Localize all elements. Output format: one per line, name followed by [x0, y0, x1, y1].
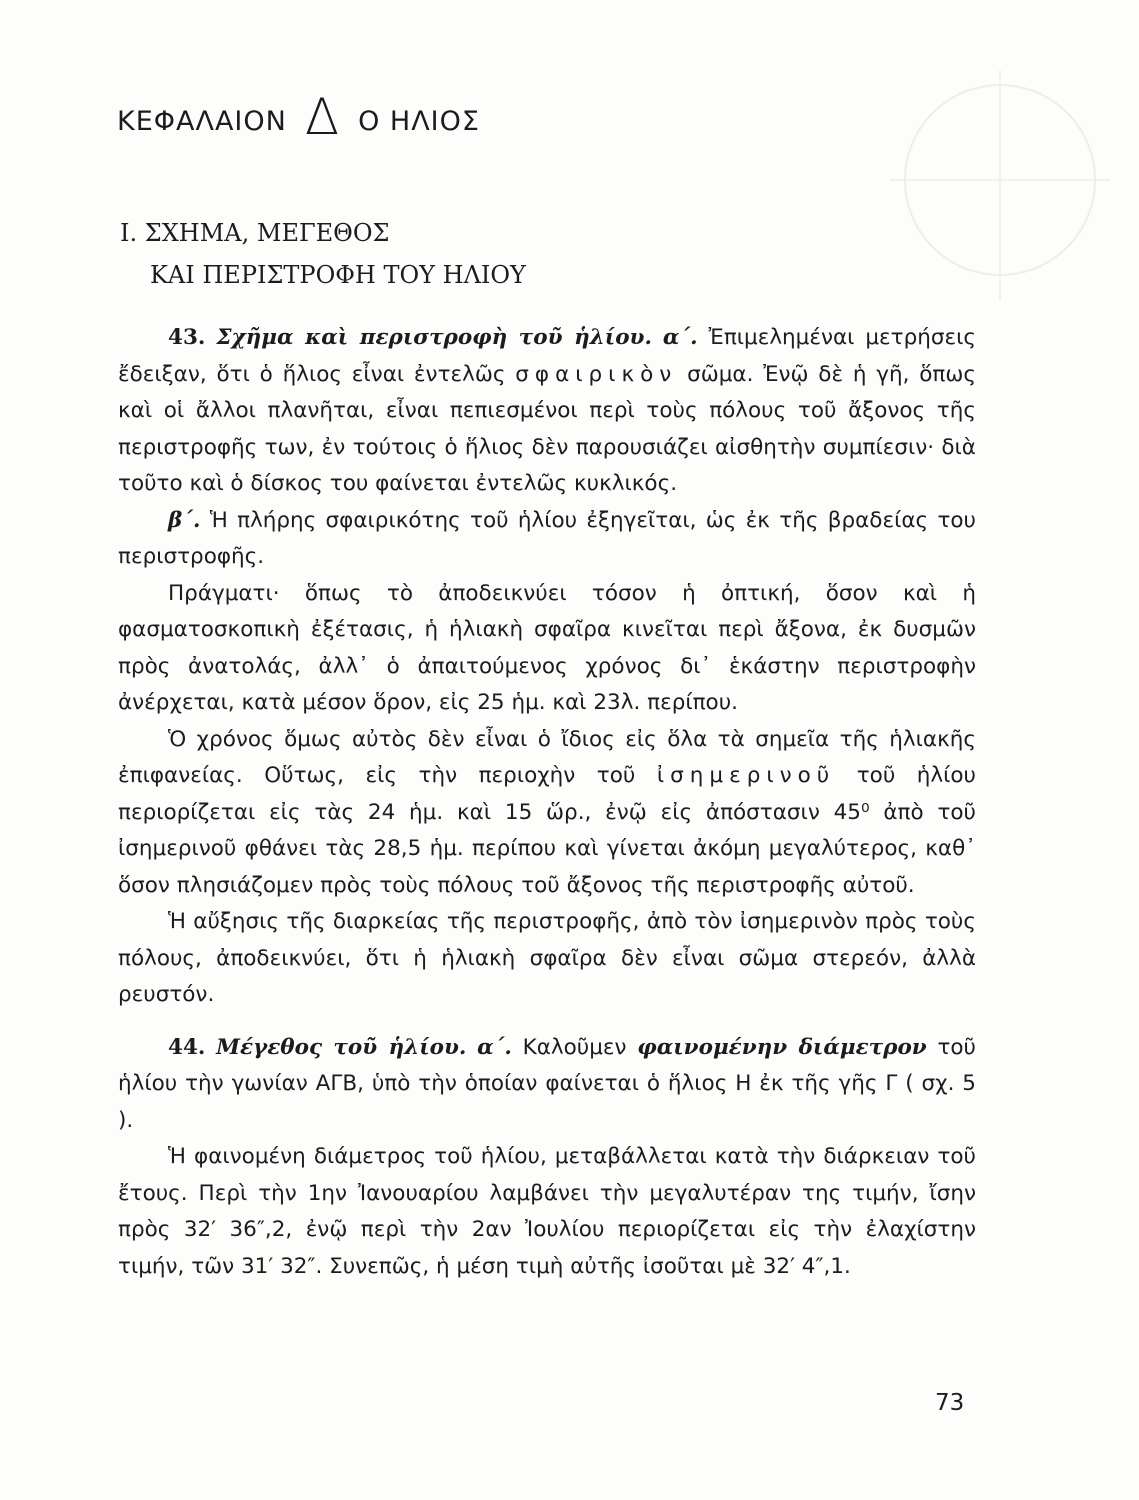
- s43-p1-end: σῶμα. Ἐνῷ δὲ ἡ γῆ, ὅπως καὶ οἱ ἄλλοι πλανῆται, εἶναι πεπιεσμένοι περὶ τοὺς πόλους τοῦ ἄξονος τῆς περιστροφῆς των, ἐν τούτοις ὁ ἥλιος δὲν παρουσιάζει αἰσθητὴν συμπίεσιν· διὰ τοῦτο καὶ ὁ δίσκος του φαίνεται ἐντελῶς κυκλικός.: [118, 361, 976, 496]
- s44-paragraph-2: Ἡ φαινομένη διάμετρος τοῦ ἡλίου, μεταβάλλεται κατὰ τὴν διάρκειαν τοῦ ἔτους. Περὶ τὴν 1ην Ἰανουαρίου λαμβάνει τὴν μεγαλυτέραν της τιμήν, ἴσην πρὸς 32′ 36″,2, ἐνῷ περὶ τὴν 2αν Ἰουλίου περιορίζεται εἰς τὴν ἐλαχίστην τιμήν, τῶν 31′ 32″. Συνεπῶς, ἡ μέση τιμὴ αὐτῆς ἰσοῦται μὲ 32′ 4″,1.: [118, 1144, 976, 1279]
- s43-b-label: β΄.: [168, 507, 201, 533]
- s43-paragraph-3: Πράγματι· ὅπως τὸ ἀποδεικνύει τόσον ἡ ὀπτική, ὅσον καὶ ἡ φασματοσκοπικὴ ἐξέτασις, ἡ ἡλιακὴ σφαῖρα κινεῖται περὶ ἄξονα, ἐκ δυσμῶν πρὸς ἀνατολάς, ἀλλ᾽ ὁ ἀπαιτούμενος χρόνος δι᾽ ἑκάστην περιστροφὴν ἀνέρχεται, κατὰ μέσον ὅρον, εἰς 25 ἡμ. καὶ 23λ. περίπου.: [118, 580, 976, 715]
- section-heading-line1: Ι. ΣΧΗΜΑ, ΜΕΓΕΘΟΣ: [120, 219, 390, 247]
- s43-paragraph-4: [118, 722, 976, 905]
- s43-a-label: α΄.: [662, 325, 698, 350]
- s44-number: 44.: [168, 1034, 206, 1060]
- chapter-letter: Δ: [304, 88, 341, 146]
- s43-paragraph-5: Ἡ αὔξησις τῆς διαρκείας τῆς περιστροφῆς, ἀπὸ τὸν ἰσημερινὸν πρὸς τοὺς πόλους, ἀποδεικνύει, ὅτι ἡ ἡλιακὴ σφαῖρα δὲν εἶναι σῶμα στερεόν, ἀλλὰ ρευστόν.: [118, 909, 976, 1007]
- s44-paragraph-1: [118, 1030, 976, 1140]
- s43-paragraph-2: [118, 503, 976, 576]
- s43-p4-start: Ὁ χρόνος ὅμως αὐτὸς δὲν εἶναι ὁ ἴδιος εἰς ὅλα τὰ σημεῖα τῆς ἡλιακῆς ἐπιφανείας. Οὕτως, εἰς τὴν περιοχὴν τοῦ: [118, 726, 976, 788]
- s43-p2: Ἡ πλήρης σφαιρικότης τοῦ ἡλίου ἐξηγεῖται, ὡς ἐκ τῆς βραδείας του περιστροφῆς.: [118, 507, 976, 569]
- s44-p1-start: Καλοῦμεν: [522, 1034, 627, 1060]
- s43-p4-spaced: ἰσημερινοῦ: [656, 763, 836, 788]
- chapter-label: ΚΕΦΑΛΑΙΟΝ: [117, 106, 287, 137]
- s44-a-label: α΄.: [477, 1034, 512, 1060]
- chapter-title: Ο ΗΛΙΟΣ: [358, 106, 480, 137]
- s43-heading: Σχῆμα καὶ περιστροφὴ τοῦ ἡλίου.: [216, 325, 652, 350]
- s43-p4-end: τοῦ ἡλίου περιορίζεται εἰς τὰς 24 ἡμ. καὶ 15 ὥρ., ἐνῷ εἰς ἀπόστασιν 45⁰ ἀπὸ τοῦ ἰσημερινοῦ φθάνει τὰς 28,5 ἡμ. περίπου καὶ γίνεται ἀκόμη μεγαλύτερος, καθ᾽ ὅσον πλησιάζομεν πρὸς τοὺς πόλους τοῦ ἄξονος τῆς περιστροφῆς αὐτοῦ.: [118, 763, 976, 898]
- s43-p1-start: Ἐπιμελημέναι μετρήσεις ἔδειξαν, ὅτι ὁ ἥλιος εἶναι ἐντελῶς: [118, 325, 976, 387]
- s43-paragraph-1: [118, 320, 976, 503]
- show-through-figure: [860, 60, 1110, 320]
- s44-p1-end: τοῦ ἡλίου τὴν γωνίαν ΑΓΒ, ὑπὸ τὴν ὁποίαν φαίνεται ὁ ἥλιος Η ἐκ τῆς γῆς Γ ( σχ. 5 ).: [118, 1034, 976, 1133]
- section-heading: [120, 212, 526, 296]
- page-number: 73: [935, 1390, 965, 1416]
- s43-p1-spaced: σφαιρικὸν: [515, 361, 678, 387]
- body-text: [118, 320, 976, 1285]
- s43-number: 43.: [168, 325, 206, 350]
- s44-p1-bold: φαινομένην διάμετρον: [637, 1034, 927, 1060]
- section-heading-line2: ΚΑΙ ΠΕΡΙΣΤΡΟΦΗ ΤΟΥ ΗΛΙΟΥ: [150, 261, 526, 289]
- chapter-heading: [117, 88, 480, 146]
- s44-heading: Μέγεθος τοῦ ἡλίου.: [216, 1034, 467, 1060]
